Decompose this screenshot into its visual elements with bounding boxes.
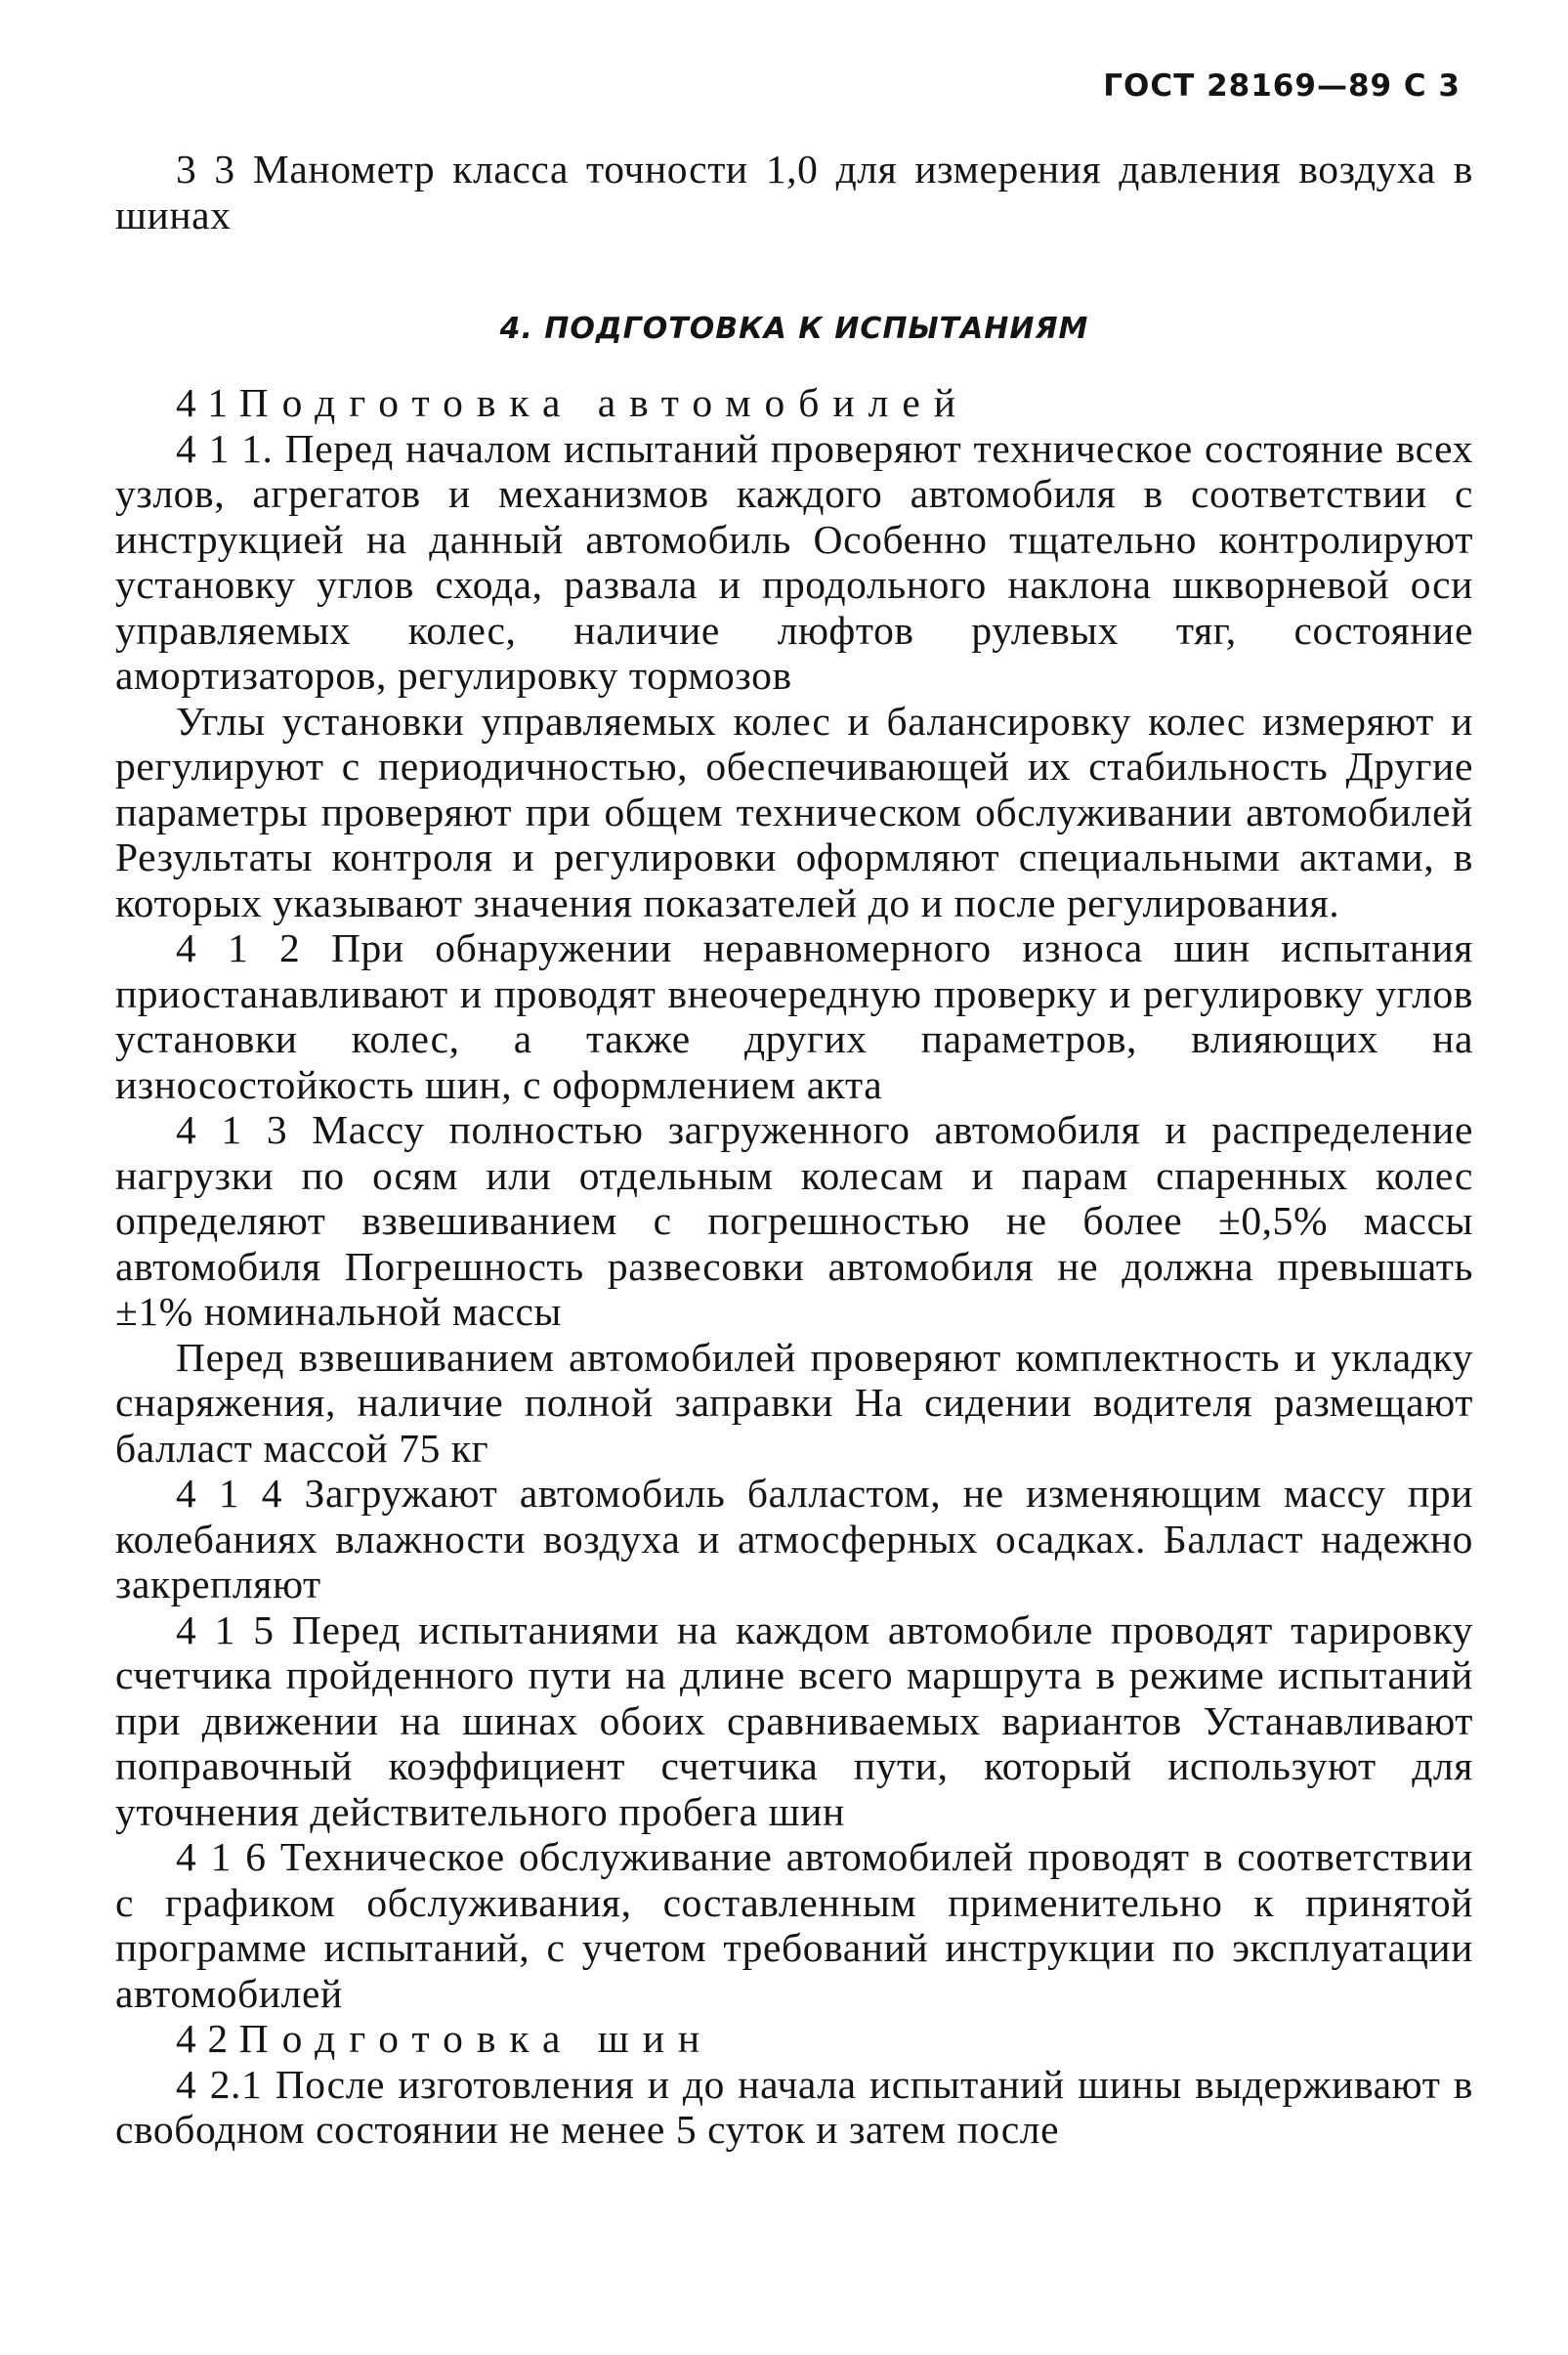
- document-body: [115, 147, 1473, 2153]
- paragraph-4-1-3: 4 1 3 Массу полностью загруженного автомобиля и распределение нагрузки по осям или отдельным колесам и парам спаренных колес определяют взвешиванием с погрешностью не более ±0,5% массы автомобиля Погрешность развесовки автомобиля не должна превышать ±1% номинальной массы: [115, 1107, 1473, 1334]
- subsection-4-1-heading: [115, 380, 1473, 426]
- paragraph-4-1-5: 4 1 5 Перед испытаниями на каждом автомобиле проводят тарировку счетчика пройденного пути на длине всего маршрута в режиме испытаний при движении на шинах обоих сравниваемых вариантов Устанавливают поправочный коэффициент счетчика пути, который используют для уточнения действительного пробега шин: [115, 1606, 1473, 1834]
- paragraph-4-1-1-continued: Углы установки управляемых колес и балансировку колес измеряют и регулируют с периодичностью, обеспечивающей их стабильность Другие параметры проверяют при общем техническом обслуживании автомобилей Результаты контроля и регулировки оформляют специальными актами, в которых указывают значения показателей до и после регулирования.: [115, 698, 1473, 925]
- paragraph-4-1-6: 4 1 6 Техническое обслуживание автомобилей проводят в соответствии с графиком обслуживания, составленным применительно к принятой программе испытаний, с учетом требований инструкции по эксплуатации автомобилей: [115, 1834, 1473, 2016]
- paragraph-4-2-1: 4 2.1 После изготовления и до начала испытаний шины выдерживают в свободном состоянии не менее 5 суток и затем после: [115, 2061, 1473, 2152]
- subsection-4-1-number: 4 1: [176, 380, 239, 425]
- paragraph-4-1-4: 4 1 4 Загружают автомобиль балластом, не изменяющим массу при колебаниях влажности воздуха и атмосферных осадках. Балласт надежно закрепляют: [115, 1471, 1473, 1606]
- paragraph-4-1-1: 4 1 1. Перед началом испытаний проверяют техническое состояние всех узлов, агрегатов и механизмов каждого автомобиля в соответствии с инструкцией на данный автомобиль Особенно тщательно контролируют установку углов схода, развала и продольного наклона шкворневой оси управляемых колес, наличие люфтов рулевых тяг, состояние амортизаторов, регулировку тормозов: [115, 425, 1473, 698]
- subsection-4-2-title: Подготовка шин: [238, 2016, 714, 2061]
- page-header-standard: ГОСТ 28169—89 С 3: [1103, 68, 1461, 104]
- section-4-title: 4. ПОДГОТОВКА К ИСПЫТАНИЯМ: [499, 312, 1089, 346]
- paragraph-3-3: 3 3 Манометр класса точности 1,0 для измерения давления воздуха в шинах: [115, 147, 1473, 237]
- subsection-4-2-number: 4 2: [176, 2016, 239, 2061]
- subsection-4-2-heading: [115, 2016, 1473, 2062]
- paragraph-4-1-2: 4 1 2 При обнаружении неравномерного износа шин испытания приостанавливают и проводят внеочередную проверку и регулировку углов установки колес, а также других параметров, влияющих на износостойкость шин, с оформлением акта: [115, 925, 1473, 1107]
- subsection-4-1-title: Подготовка автомобилей: [238, 380, 969, 425]
- paragraph-4-1-3-continued: Перед взвешиванием автомобилей проверяют комплектность и укладку снаряжения, наличие полной заправки На сидении водителя размещают балласт массой 75 кг: [115, 1334, 1473, 1471]
